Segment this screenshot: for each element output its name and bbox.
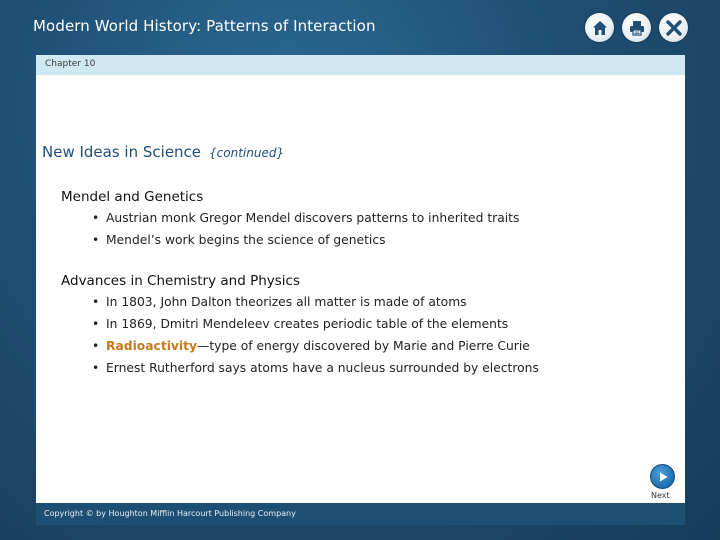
list-item-text: —type of energy discovered by Marie and Pierre Curie [197,339,530,353]
glossary-term-link[interactable]: Radioactivity [106,339,198,353]
footer [36,503,685,525]
next-label[interactable]: Next [651,491,670,500]
section-heading-chemistry-physics: Advances in Chemistry and Physics [61,273,300,289]
home-button[interactable] [585,13,614,42]
app-title: Modern World History: Patterns of Interaction [33,17,376,35]
list-item-text: In 1803, John Dalton theorizes all matter is made of atoms [106,295,467,309]
bullet-icon: • [92,233,100,247]
print-button[interactable] [622,13,651,42]
chapter-bar [36,55,685,75]
bullet-icon: • [92,361,100,375]
next-button[interactable] [650,464,675,489]
bullet-icon: • [92,295,100,309]
bullet-icon: • [92,339,100,353]
list-item [92,339,530,353]
slide-content [36,75,685,503]
copyright-text: Copyright © by Houghton Mifflin Harcourt Publishing Company [44,509,296,518]
bullet-icon: • [92,211,100,225]
list-item-text: Austrian monk Gregor Mendel discovers patterns to inherited traits [106,211,520,225]
slide-title-suffix: {continued} [209,146,285,160]
list-item [92,295,467,309]
list-item [92,317,509,331]
list-item-text: Mendel’s work begins the science of genetics [106,233,386,247]
list-item [92,211,520,225]
list-item-text: Ernest Rutherford says atoms have a nucleus surrounded by electrons [106,361,539,375]
print-icon [628,19,646,37]
list-item-text: In 1869, Dmitri Mendeleev creates periodic table of the elements [106,317,509,331]
slide-title [42,143,284,161]
list-item [92,361,539,375]
list-item [92,233,386,247]
chapter-label: Chapter 10 [45,59,96,69]
play-icon [657,471,669,483]
slide-title-text: New Ideas in Science [42,143,202,161]
home-icon [591,19,609,37]
close-icon [665,19,683,37]
bullet-icon: • [92,317,100,331]
close-button[interactable] [659,13,688,42]
section-heading-mendel: Mendel and Genetics [61,189,204,205]
